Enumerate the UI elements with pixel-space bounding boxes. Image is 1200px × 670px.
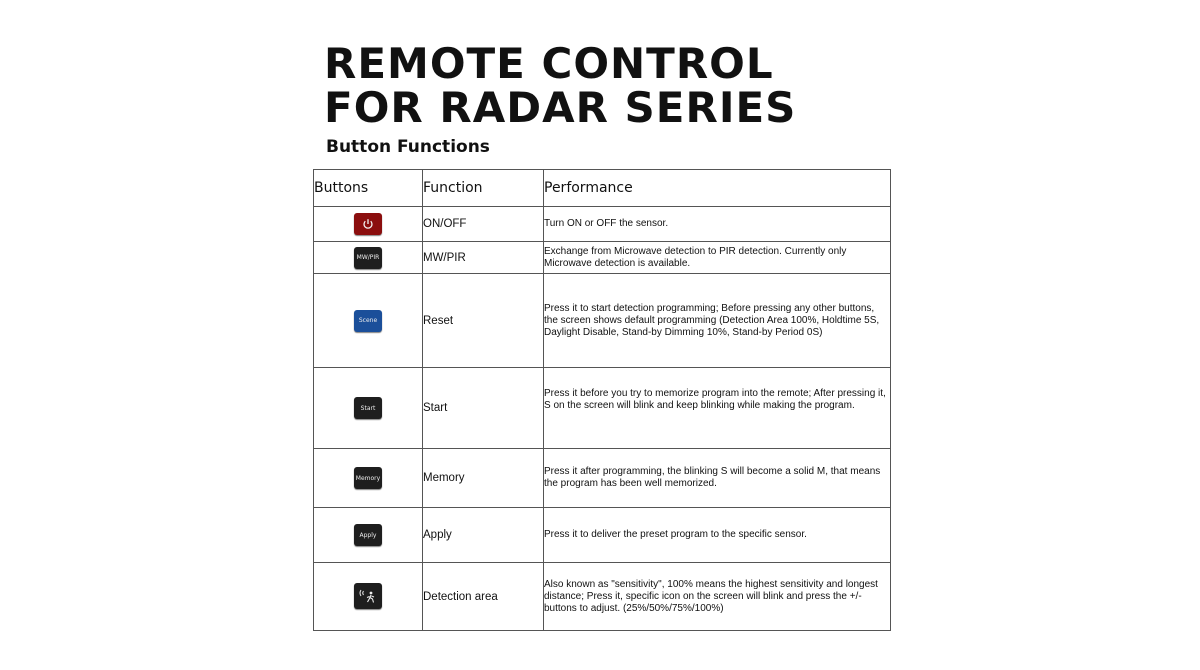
power-icon <box>362 218 374 230</box>
performance-cell: Turn ON or OFF the sensor. <box>544 207 891 242</box>
function-cell: ON/OFF <box>423 207 544 242</box>
performance-cell: Press it to start detection programming; Before pressing any other buttons, the screen shows default programming (Detection Area 100%, Holdtime 5S, Daylight Disable, Stand-by Dimming 10%, Stand-by Period 0S) <box>544 274 891 368</box>
table-row <box>314 274 891 368</box>
function-cell: Start <box>423 368 544 449</box>
title-line-1: REMOTE CONTROL <box>324 39 774 88</box>
table-row <box>314 242 891 274</box>
header-function: Function <box>423 170 544 207</box>
performance-cell: Press it after programming, the blinking S will become a solid M, that means the program has been well memorized. <box>544 449 891 508</box>
start-button-image: Start <box>354 397 382 419</box>
power-button-image <box>354 213 382 235</box>
table-row <box>314 449 891 508</box>
table-row <box>314 207 891 242</box>
title-line-2: FOR RADAR SERIES <box>324 83 797 132</box>
scene-button-image: Scene <box>354 310 382 332</box>
table-header-row <box>314 170 891 207</box>
apply-button-image: Apply <box>354 524 382 546</box>
function-cell: MW/PIR <box>423 242 544 274</box>
performance-cell: Press it before you try to memorize program into the remote; After pressing it, S on the screen will blink and keep blinking while making the program. <box>544 368 891 449</box>
page-subtitle: Button Functions <box>326 137 490 157</box>
function-cell: Apply <box>423 508 544 563</box>
mw-pir-button-image: MW/PIR <box>354 247 382 269</box>
function-cell: Detection area <box>423 563 544 631</box>
memory-button-image: Memory <box>354 467 382 489</box>
button-functions-table <box>313 169 891 631</box>
function-cell: Memory <box>423 449 544 508</box>
performance-cell: Press it to deliver the preset program to the specific sensor. <box>544 508 891 563</box>
detection-area-button-image <box>354 583 382 609</box>
performance-cell: Also known as "sensitivity", 100% means the highest sensitivity and longest distance; Press it, specific icon on the screen will blink and press the +/- buttons to adjust. (25%/50%/75%/100%) <box>544 563 891 631</box>
page-title <box>324 39 797 132</box>
table-row <box>314 563 891 631</box>
table-row <box>314 508 891 563</box>
motion-sensor-icon <box>358 587 378 605</box>
performance-cell: Exchange from Microwave detection to PIR detection. Currently only Microwave detection is available. <box>544 242 891 274</box>
function-cell: Reset <box>423 274 544 368</box>
header-buttons: Buttons <box>314 170 423 207</box>
table-row <box>314 368 891 449</box>
header-performance: Performance <box>544 170 891 207</box>
